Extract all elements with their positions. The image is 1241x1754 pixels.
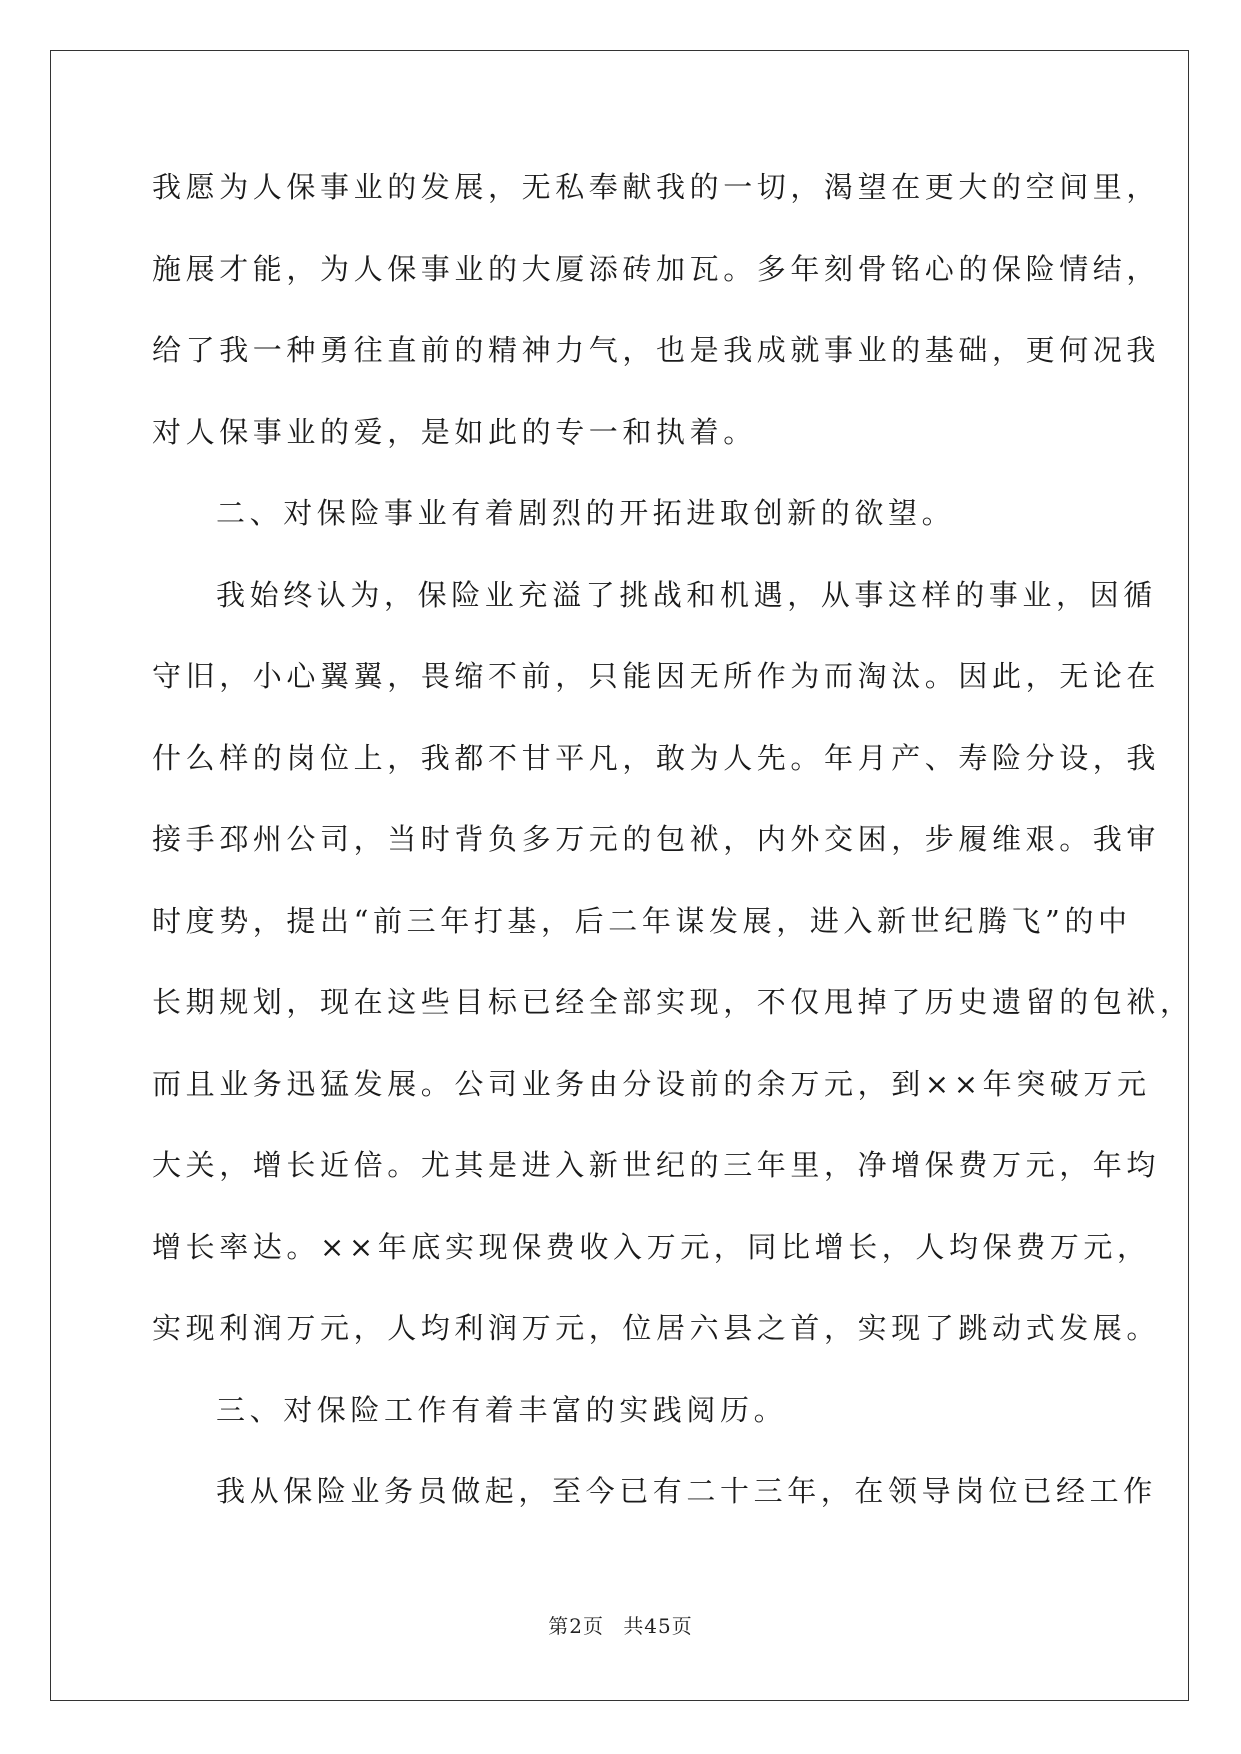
text-line-6: 我始终认为，保险业充溢了挑战和机遇，从事这样的事业，因循 bbox=[216, 577, 1157, 612]
section-heading-2: 二、对保险事业有着剧烈的开拓进取创新的欲望。 bbox=[216, 496, 956, 530]
page-total: 共45页 bbox=[623, 1614, 693, 1638]
page-footer bbox=[0, 1610, 1241, 1639]
section-heading-3: 三、对保险工作有着丰富的实践阅历。 bbox=[216, 1392, 788, 1427]
text-line-9: 接手邳州公司，当时背负多万元的包袱，内外交困，步履维艰。我审 bbox=[152, 822, 1161, 856]
text-line-7: 守旧，小心翼翼，畏缩不前，只能因无所作为而淘汰。因此，无论在 bbox=[152, 659, 1161, 693]
text-line-3: 给了我一种勇往直前的精神力气，也是我成就事业的基础，更何况我 bbox=[152, 333, 1161, 367]
text-line-17: 我从保险业务员做起，至今已有二十三年，在领导岗位已经工作 bbox=[216, 1474, 1157, 1508]
text-line-13: 大关，增长近倍。尤其是进入新世纪的三年里，净增保费万元，年均 bbox=[152, 1148, 1161, 1182]
text-line-1: 我愿为人保事业的发展，无私奉献我的一切，渴望在更大的空间里， bbox=[152, 170, 1161, 204]
text-line-10: 时度势，提出“前三年打基，后二年谋发展，进入新世纪腾飞”的中 bbox=[152, 903, 1132, 938]
text-line-12: 而且业务迅猛发展。公司业务由分设前的余万元，到××年突破万元 bbox=[152, 1066, 1151, 1101]
text-line-8: 什么样的岗位上，我都不甘平凡，敢为人先。年月产、寿险分设，我 bbox=[152, 740, 1161, 775]
text-line-11: 长期规划，现在这些目标已经全部实现，不仅甩掉了历史遗留的包袱， bbox=[152, 985, 1194, 1019]
text-line-14: 增长率达。××年底实现保费收入万元，同比增长，人均保费万元， bbox=[152, 1229, 1151, 1264]
text-line-2: 施展才能，为人保事业的大厦添砖加瓦。多年刻骨铭心的保险情结， bbox=[152, 251, 1161, 286]
text-line-15: 实现利润万元，人均利润万元，位居六县之首，实现了跳动式发展。 bbox=[152, 1311, 1161, 1345]
page-number: 第2页 bbox=[548, 1614, 604, 1638]
document-body bbox=[152, 160, 1194, 1546]
text-line-4: 对人保事业的爱，是如此的专一和执着。 bbox=[152, 414, 757, 449]
